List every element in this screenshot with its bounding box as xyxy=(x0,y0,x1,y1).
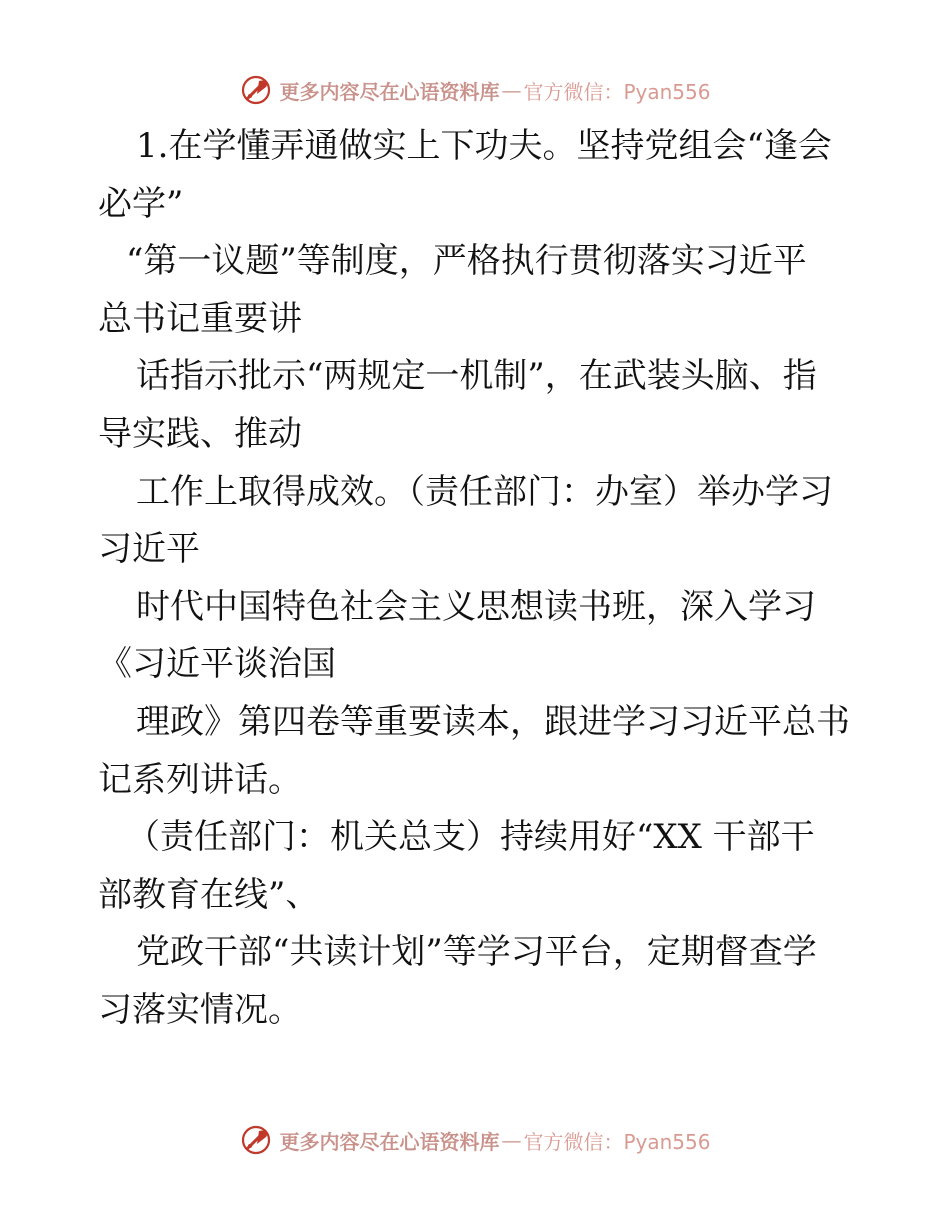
banner-separator: — xyxy=(501,78,522,102)
body-line: 时代中国特色社会主义思想读书班，深入学习 xyxy=(136,586,816,627)
document-body xyxy=(98,118,858,1040)
body-line: 导实践、推动 xyxy=(98,413,302,454)
body-line: 话指示批示“两规定一机制”，在武装头脑、指 xyxy=(136,356,817,397)
body-line: 《习近平谈治国 xyxy=(98,644,336,685)
body-line: 必学” xyxy=(98,183,184,224)
body-line: 工作上取得成效。（责任部门：办室）举办学习 xyxy=(136,471,833,512)
quill-logo-icon xyxy=(239,1123,273,1157)
body-line: 习近平 xyxy=(98,529,200,570)
header-watermark xyxy=(0,70,950,110)
footer-watermark xyxy=(0,1120,950,1160)
body-line: 部教育在线”、 xyxy=(98,874,320,915)
banner-separator: — xyxy=(501,1128,522,1152)
body-line: 习落实情况。 xyxy=(98,989,302,1030)
body-line: “第一议题”等制度，严格执行贯彻落实习近平 xyxy=(126,241,807,282)
banner-brand: 更多内容尽在心语资料库 xyxy=(279,79,500,104)
body-line: 记系列讲话。 xyxy=(98,759,302,800)
banner-brand: 更多内容尽在心语资料库 xyxy=(279,1129,500,1154)
body-line: 总书记重要讲 xyxy=(98,298,302,339)
banner-contact: 官方微信：Pyan556 xyxy=(523,79,711,104)
body-line: 1.在学懂弄通做实上下功夫。坚持党组会“逢会 xyxy=(136,126,832,166)
body-line: 党政干部“共读计划”等学习平台，定期督查学 xyxy=(136,932,817,973)
body-line: 理政》第四卷等重要读本，跟进学习习近平总书 xyxy=(136,701,850,742)
quill-logo-icon xyxy=(239,73,273,107)
body-line: （责任部门：机关总支）持续用好“XX 干部干 xyxy=(126,817,815,858)
banner-contact: 官方微信：Pyan556 xyxy=(523,1129,711,1154)
